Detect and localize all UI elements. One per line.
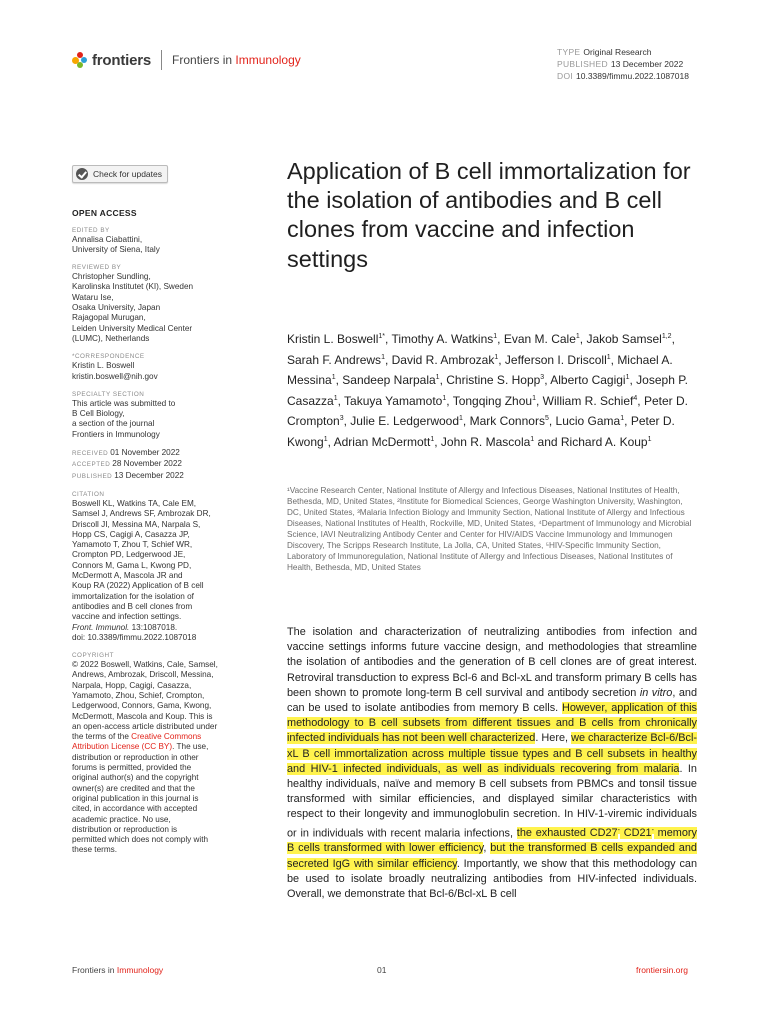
footer-site-link[interactable]: frontiersin.org bbox=[636, 965, 688, 975]
specialty-section-text: This article was submitted to B Cell Biology, a section of the journal Frontiers in Immunology bbox=[72, 398, 176, 439]
specialty-section-label: SPECIALTY SECTION bbox=[72, 390, 145, 398]
copyright-pre: © 2022 Boswell, Watkins, Cale, Samsel, Andrews, Ambrozak, Driscoll, Messina, Narpala, Hopp, Cagigi, Casazza, Yamamoto, Zhou, Schief, Crompton, Ledgerwood, Connors, Gama, Kwong, McDermott, Mascola and Koup. This is an open-access article distributed under the terms of the bbox=[72, 660, 218, 742]
footer-journal-name: Immunology bbox=[116, 965, 164, 975]
abstract-text: , bbox=[483, 842, 491, 855]
received-date bbox=[72, 448, 242, 459]
footer-journal-prefix: Frontiers in bbox=[72, 965, 117, 975]
author-name[interactable]: Richard A. Koup bbox=[560, 434, 648, 449]
author-name[interactable]: Evan M. Cale bbox=[503, 332, 576, 346]
article-doi[interactable] bbox=[557, 70, 689, 82]
author-name[interactable]: Michael A. Messina bbox=[287, 352, 673, 388]
author-name[interactable]: Sarah F. Andrews bbox=[287, 352, 382, 367]
author-name[interactable]: Peter D. Crompton bbox=[287, 393, 688, 429]
article-sidebar bbox=[72, 165, 242, 856]
check-mark-icon bbox=[76, 168, 88, 180]
author-name[interactable]: Julie E. Ledgerwood bbox=[350, 414, 460, 429]
author-name[interactable]: Joseph P. Casazza bbox=[287, 373, 688, 408]
author-affiliation-marker: 1 bbox=[530, 435, 535, 443]
abstract bbox=[287, 625, 697, 902]
reviewed-by-label: REVIEWED BY bbox=[72, 264, 122, 272]
journal-name-accent: Immunology bbox=[235, 53, 301, 67]
author-affiliation-marker: 1 bbox=[442, 394, 447, 402]
copyright-post: . The use, distribution or reproduction in other forums is permitted, provided the original author(s) and the copyright owner(s) are credited and that the original publication in this journal is cited, in accordance with accepted academic practice. No use, distribution or reproduction is permitted which does not comply with these terms. bbox=[72, 742, 209, 855]
copyright-text bbox=[72, 660, 242, 856]
doi-value[interactable]: 10.3389/fimmu.2022.1087018 bbox=[576, 71, 689, 81]
published-label: PUBLISHED bbox=[557, 59, 608, 69]
doi-label: DOI bbox=[557, 71, 574, 81]
citation-journal: Front. Immunol. bbox=[72, 622, 130, 632]
abstract-highlight: - bbox=[651, 826, 654, 834]
frontiers-logo-icon bbox=[72, 52, 88, 68]
abstract-text: The isolation and characterization of neutralizing antibodies from infection and vaccine settings informs future vaccine design, and methodologies that streamline the isolation of antibodies and the generation of B cell clones are of great interest. Retroviral transduction to express Bcl-6 and Bcl-xL and transform primary B cells has been shown to promote long-term B cell survival and antibody secretion bbox=[287, 626, 697, 699]
abstract-highlight: we characterize Bcl-6/Bcl-xL B cell immortalization across multiple tissue types and B cell subsets in healthy and HIV-1 infected individuals, as well as individuals recovering from malaria bbox=[287, 732, 697, 775]
received-value: 01 November 2022 bbox=[110, 448, 180, 458]
journal-prefix: Frontiers in bbox=[172, 53, 236, 67]
abstract-text: . Importantly, we show that this methodology can be used to isolate broadly neutralizing antibodies from HIV-infected individuals. Overall, we demonstrate that Bcl-6/Bcl-xL B cell bbox=[287, 857, 698, 901]
abstract-text: in vitro bbox=[639, 686, 673, 699]
published-value: 13 December 2022 bbox=[610, 59, 684, 69]
author-affiliation-marker: 5 bbox=[544, 415, 549, 423]
accepted-value: 28 November 2022 bbox=[112, 459, 182, 469]
author-affiliation-marker: 1 bbox=[494, 353, 499, 361]
citation-tail: 13:1087018. doi: 10.3389/fimmu.2022.1087018 bbox=[72, 622, 197, 642]
article-published bbox=[557, 58, 689, 70]
affiliations: ¹Vaccine Research Center, National Institute of Allergy and Infectious Diseases, National Institutes of Health, Bethesda, MD, United States, ²Institute for Biomedical Sciences, George Washington University, Washington, DC, United States, ³Malaria Infection Biology and Immunity Section, National Institute of Allergy and Infectious Diseases, National Institutes of Health, Rockville, MD, United States, ⁴Department of Immunology and Microbial Science, IAVI Neutralizing Antibody Center and Center for HIV/AIDS Vaccine Immunology and Immunogen Discovery, The Scripps Research Institute, La Jolla, CA, United States, ⁵HIV-Specific Immunity Section, Laboratory of Immunoregulation, National Institute of Allergy and Infectious Diseases, National Institutes of Health, Bethesda, MD, United States bbox=[287, 486, 692, 572]
author-affiliation-marker: 3 bbox=[540, 374, 545, 382]
author-affiliation-marker: 1 bbox=[333, 394, 338, 402]
author-name[interactable]: David R. Ambrozak bbox=[391, 352, 495, 367]
correspondence-label: *CORRESPONDENCE bbox=[72, 353, 145, 361]
abstract-highlight: but the transformed B cells expanded and secreted IgG with similar efficiency bbox=[287, 842, 697, 870]
received-label: RECEIVED bbox=[72, 450, 109, 458]
published-value-side: 13 December 2022 bbox=[114, 470, 184, 480]
type-value: Original Research bbox=[583, 47, 652, 57]
open-access-label: OPEN ACCESS bbox=[72, 208, 137, 219]
author-name[interactable]: Sandeep Narpala bbox=[342, 373, 436, 388]
article-meta bbox=[557, 46, 689, 82]
frontiers-logo[interactable] bbox=[72, 50, 301, 70]
footer-journal[interactable] bbox=[72, 965, 163, 975]
author-name[interactable]: Kristin L. Boswell bbox=[287, 332, 379, 346]
edited-by-label: EDITED BY bbox=[72, 226, 110, 234]
abstract-text: . In healthy individuals, naïve and memory B cell subsets from PBMCs and tonsil tissue transformed with similar efficiencies, and displayed similar characteristics with respect to their longevity and immunoglobulin secretion. In HIV-1-viremic individuals or in individuals with recent malaria infections, bbox=[287, 762, 697, 840]
author-name[interactable]: Peter D. Kwong bbox=[287, 414, 675, 449]
author-affiliation-marker: 1 bbox=[620, 415, 625, 423]
abstract-highlight: CD21 bbox=[619, 827, 652, 840]
author-name[interactable]: Lucio Gama bbox=[555, 414, 621, 429]
author-name[interactable]: Alberto Cagigi bbox=[550, 373, 626, 388]
journal-name[interactable] bbox=[172, 53, 301, 67]
author-name[interactable]: William R. Schief bbox=[542, 393, 634, 408]
author-affiliation-marker: 4 bbox=[633, 394, 638, 402]
author-affiliation-marker: 1 bbox=[435, 374, 440, 382]
correspondence-text[interactable]: Kristin L. Boswell kristin.boswell@nih.gov bbox=[72, 361, 158, 381]
accepted-date bbox=[72, 459, 242, 470]
author-affiliation-marker: 1 bbox=[430, 435, 435, 443]
author-affiliation-marker: 1 bbox=[331, 374, 336, 382]
abstract-text: , and can be used to isolate antibodies from memory B cells. bbox=[287, 686, 697, 715]
reviewed-by-text: Christopher Sundling, Karolinska Institutet (KI), Sweden Wataru Ise, Osaka University, Japan Rajagopal Murugan, Leiden University Medical Center (LUMC), Netherlands bbox=[72, 272, 194, 343]
author-affiliation-marker: 1 bbox=[647, 435, 652, 443]
author-affiliation-marker: 1 bbox=[575, 333, 580, 340]
author-affiliation-marker: 1 bbox=[606, 353, 611, 361]
author-affiliation-marker: 1 bbox=[459, 415, 463, 423]
author-name[interactable]: Tongqing Zhou bbox=[452, 393, 533, 408]
author-affiliation-marker: 1* bbox=[378, 333, 385, 340]
author-affiliation-marker: 1 bbox=[323, 435, 328, 443]
author-name[interactable]: Mark Connors bbox=[469, 414, 545, 429]
article-title: Application of B cell immortalization for the isolation of antibodies and B cell clones from vaccine and infection settings bbox=[287, 158, 691, 272]
type-label: TYPE bbox=[557, 47, 581, 57]
author-list: Kristin L. Boswell$^{1*}$, Timothy A. Watkins$^1$, Evan M. Cale$^1$, Jakob Samsel$^{1,2}$, Sarah F. Andrews$^1$, David R. Ambrozak$^1$, Jefferson I. Driscoll$^1$, Michael A. Messina$^1$, Sandeep Narpala$^1$, Christine S. Hopp$^3$, Alberto Cagigi$^1$, Joseph P. Casazza$^1$, Takuya Yamamoto$^1$, Tongqing Zhou$^1$, William R. Schief$^4$, Peter D. Crompton$^3$, Julie E. Ledgerwood$^1$, Mark Connors$^5$, Lucio Gama$^1$, Peter D. Kwong$^1$, Adrian McDermott$^1$, John R. Mascola$^1$ and Richard A. Koup$^1$ bbox=[287, 332, 688, 449]
logo-divider bbox=[161, 50, 162, 70]
check-updates-label: Check for updates bbox=[93, 168, 162, 179]
author-name[interactable]: Timothy A. Watkins bbox=[391, 332, 494, 346]
article-dates bbox=[72, 448, 242, 482]
page-number: 01 bbox=[377, 965, 387, 975]
abstract-highlight: memory B cells transformed with lower efficiency bbox=[287, 827, 698, 855]
citation-main: Boswell KL, Watkins TA, Cale EM, Samsel J, Andrews SF, Ambrozak DR, Driscoll JI, Messina MA, Narpala S, Hopp CS, Cagigi A, Casazza JP, Yamamoto T, Zhou T, Schief WR, Crompton PD, Ledgerwood JE, Connors M, Gama L, Kwong PD, McDermott A, Mascola JR and Koup RA (2022) Application of B cell immortalization for the isolation of antibodies and B cell clones from vaccine and infection settings. bbox=[72, 498, 211, 622]
check-updates-button[interactable] bbox=[72, 165, 168, 183]
edited-by-text: Annalisa Ciabattini, University of Siena, Italy bbox=[72, 234, 160, 254]
page-header bbox=[0, 0, 768, 100]
logo-wordmark: frontiers bbox=[92, 51, 152, 69]
published-date bbox=[72, 471, 242, 482]
abstract-text: . Here, bbox=[535, 732, 572, 745]
author-affiliation-marker: 3 bbox=[339, 415, 344, 423]
abstract-highlight: - bbox=[617, 826, 620, 834]
author-name[interactable]: Christine S. Hopp bbox=[446, 373, 541, 388]
citation-label: CITATION bbox=[72, 490, 105, 498]
author-name[interactable]: John R. Mascola bbox=[440, 434, 531, 449]
author-name[interactable]: Jefferson I. Driscoll bbox=[504, 352, 607, 367]
author-affiliation-marker: 1 bbox=[532, 394, 536, 402]
citation-text bbox=[72, 499, 242, 643]
article-type bbox=[557, 46, 689, 58]
abstract-highlight: However, application of this methodology to B cell subsets from different tissues and B cells from chronically infected individuals has not been well characterized bbox=[287, 702, 698, 745]
author-affiliation-marker: 1,2 bbox=[661, 333, 672, 340]
author-affiliation-marker: 1 bbox=[381, 353, 385, 361]
author-affiliation-marker: 1 bbox=[625, 374, 630, 382]
cc-by-license-link[interactable]: Creative Commons Attribution License (CC BY) bbox=[72, 732, 202, 752]
published-label-side: PUBLISHED bbox=[72, 472, 113, 480]
abstract-highlight: the exhausted CD27 bbox=[516, 827, 618, 840]
author-name[interactable]: Takuya Yamamoto bbox=[344, 393, 443, 408]
author-name[interactable]: Jakob Samsel bbox=[586, 332, 662, 346]
author-affiliation-marker: 1 bbox=[493, 333, 498, 340]
author-name[interactable]: Adrian McDermott bbox=[333, 434, 431, 449]
accepted-label: ACCEPTED bbox=[72, 461, 111, 469]
copyright-label: COPYRIGHT bbox=[72, 652, 114, 660]
